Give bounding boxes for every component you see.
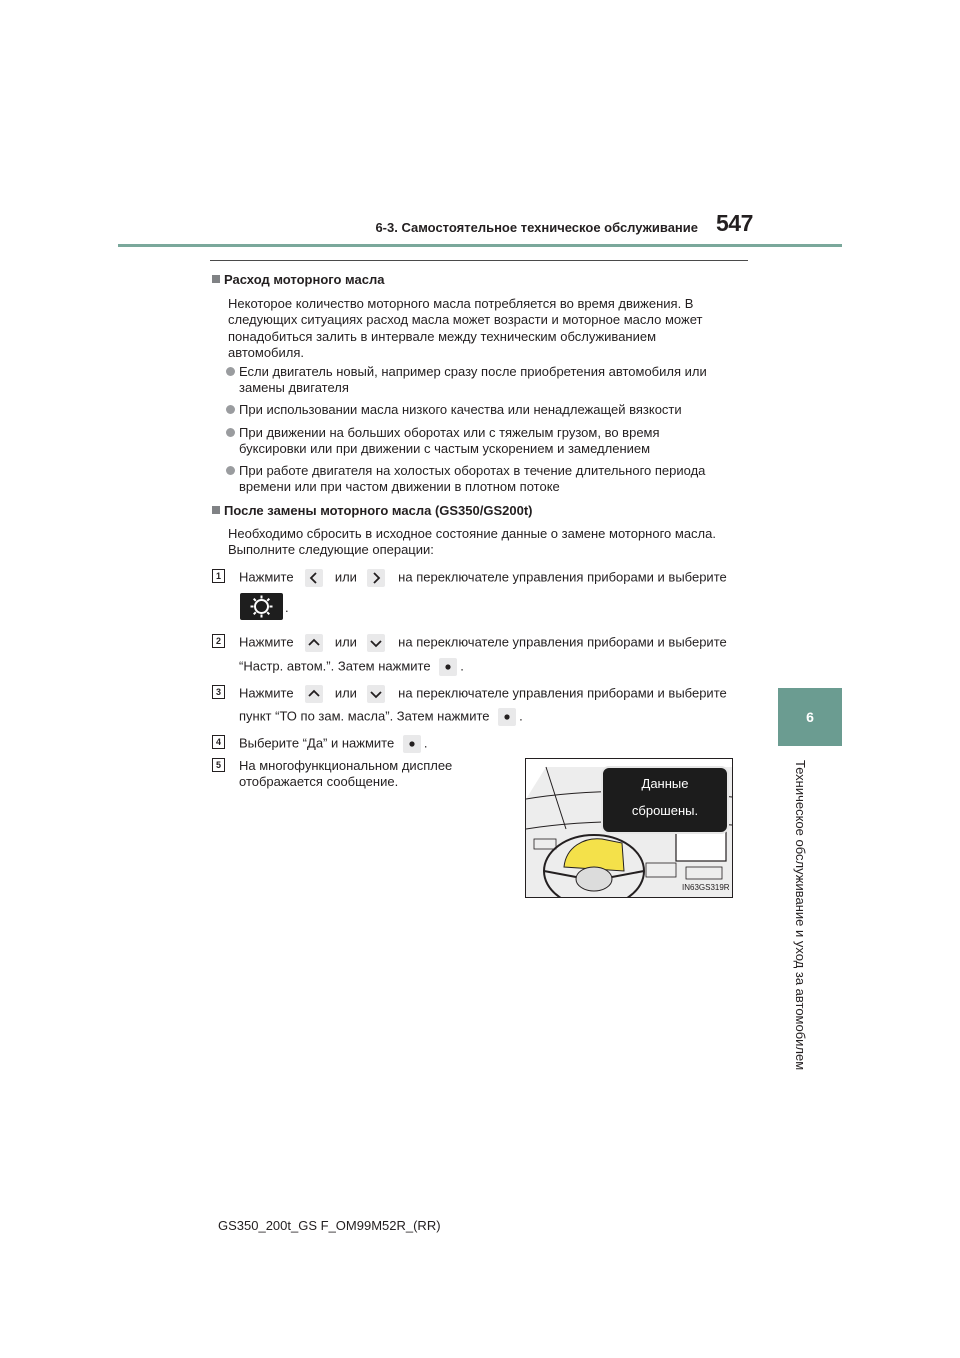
chevron-down-icon bbox=[367, 634, 385, 652]
step-2-line bbox=[239, 634, 727, 652]
header-section-title: 6-3. Самостоятельное техническое обслуживание bbox=[375, 220, 698, 235]
message-line-1: Данные bbox=[641, 776, 689, 791]
step-1-line bbox=[239, 569, 727, 587]
step-text: . bbox=[519, 708, 523, 724]
bullet-dot-icon bbox=[226, 466, 235, 475]
paragraph-reset-intro bbox=[228, 526, 748, 559]
ok-dot-icon bbox=[403, 735, 421, 753]
text-line: Необходимо сбросить в исходное состояние данные о замене моторного масла. bbox=[228, 526, 716, 541]
square-bullet-icon bbox=[212, 275, 220, 283]
text-line: времени или при частом движении в плотном потоке bbox=[239, 479, 560, 495]
paragraph-oil-intro bbox=[228, 296, 748, 362]
chevron-down-icon bbox=[367, 685, 385, 703]
step-text: пункт “ТО по зам. масла”. Затем нажмите bbox=[239, 708, 490, 724]
step-number-3: 3 bbox=[212, 685, 225, 699]
message-bubble bbox=[601, 766, 729, 834]
bullet-item bbox=[228, 463, 748, 496]
text-line: При использовании масла низкого качества или ненадлежащей вязкости bbox=[239, 402, 682, 417]
step-text: Выберите “Да” и нажмите bbox=[239, 735, 395, 751]
chapter-number: 6 bbox=[806, 709, 814, 725]
text-line: буксировки или при движении с частым ускорением и замедлением bbox=[239, 441, 651, 457]
step-3-line bbox=[239, 685, 727, 703]
text-line: Некоторое количество моторного масла потребляется во время движения. В bbox=[228, 296, 694, 311]
bullet-item bbox=[228, 425, 748, 458]
step-3-line-2 bbox=[239, 708, 523, 726]
text-line: При движении на больших оборотах или с тяжелым грузом, во время bbox=[239, 425, 660, 440]
step-1-end: . bbox=[285, 600, 289, 615]
illustration-code: IN63GS319R bbox=[682, 883, 730, 892]
footer-model-code: GS350_200t_GS F_OM99M52R_(RR) bbox=[218, 1218, 441, 1233]
step-4-line bbox=[239, 735, 427, 753]
step-5-line-2: отображается сообщение. bbox=[239, 774, 399, 789]
ok-dot-icon bbox=[439, 658, 457, 676]
chapter-title-vertical: Техническое обслуживание и уход за автомобилем bbox=[793, 760, 808, 1071]
step-text: на переключателе управления приборами и выберите bbox=[398, 569, 727, 585]
chevron-up-icon bbox=[305, 685, 323, 703]
step-2-line-2 bbox=[239, 658, 464, 676]
text-line: автомобиля. bbox=[228, 345, 305, 361]
text-line: Если двигатель новый, например сразу после приобретения автомобиля или bbox=[239, 364, 707, 379]
square-bullet-icon bbox=[212, 506, 220, 514]
bullet-dot-icon bbox=[226, 405, 235, 414]
bullet-item bbox=[228, 402, 748, 418]
text-line: следующих ситуациях расход масла может возрасти и моторное масло может bbox=[228, 312, 703, 328]
ok-dot-icon bbox=[498, 708, 516, 726]
chevron-left-icon bbox=[305, 569, 323, 587]
header-divider bbox=[118, 244, 842, 247]
section-heading-text: После замены моторного масла (GS350/GS200t) bbox=[224, 503, 533, 518]
step-text: Нажмите bbox=[239, 569, 294, 585]
message-line-2: сброшены. bbox=[631, 803, 699, 818]
chevron-up-icon bbox=[305, 634, 323, 652]
text-line: При работе двигателя на холостых оборотах в течение длительного периода bbox=[239, 463, 706, 478]
bullet-dot-icon bbox=[226, 428, 235, 437]
bullet-item bbox=[228, 364, 748, 397]
step-number-1: 1 bbox=[212, 569, 225, 583]
step-number-4: 4 bbox=[212, 735, 225, 749]
step-5-line: На многофункциональном дисплее bbox=[239, 758, 453, 773]
step-number-2: 2 bbox=[212, 634, 225, 648]
step-text: . bbox=[423, 735, 428, 751]
step-text: Нажмите bbox=[239, 634, 294, 650]
content-divider bbox=[210, 260, 748, 261]
section-heading-oil-consumption bbox=[212, 272, 384, 287]
gear-icon bbox=[240, 593, 283, 620]
step-text: или bbox=[334, 569, 357, 585]
step-text: на переключателе управления приборами и выберите bbox=[398, 634, 727, 650]
text-line: замены двигателя bbox=[239, 380, 349, 396]
chapter-tab bbox=[778, 688, 842, 746]
section-heading-after-oil-change bbox=[212, 503, 532, 518]
chevron-right-icon bbox=[367, 569, 385, 587]
section-heading-text: Расход моторного масла bbox=[224, 272, 385, 287]
step-text: “Настр. автом.”. Затем нажмите bbox=[239, 658, 431, 674]
text-line: Выполните следующие операции: bbox=[228, 542, 434, 558]
step-text: или bbox=[334, 685, 357, 701]
step-text: Нажмите bbox=[239, 685, 294, 701]
page-number: 547 bbox=[716, 210, 753, 236]
step-text: на переключателе управления приборами и выберите bbox=[398, 685, 727, 701]
step-text: . bbox=[460, 658, 464, 674]
step-text: или bbox=[334, 634, 357, 650]
text-line: понадобиться залить в интервале между техническим обслуживанием bbox=[228, 328, 657, 344]
step-number-5: 5 bbox=[212, 758, 225, 772]
bullet-dot-icon bbox=[226, 367, 235, 376]
